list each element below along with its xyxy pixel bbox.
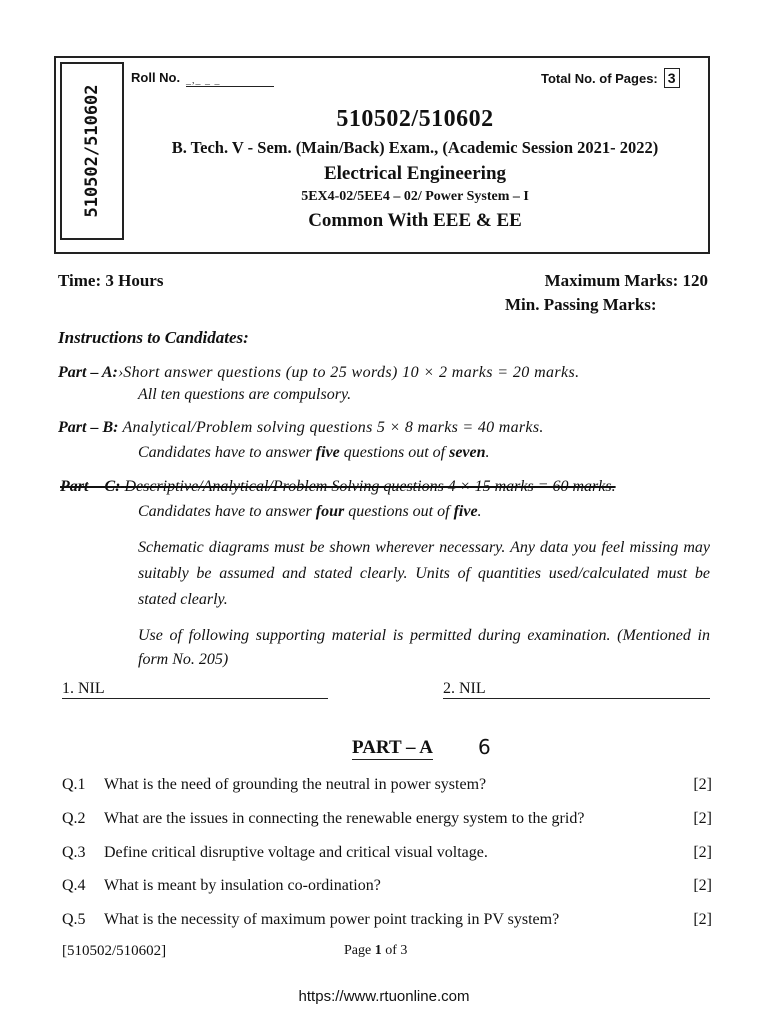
part-c-note-bold: four	[315, 503, 345, 520]
question-marks: [2]	[693, 844, 712, 861]
question-number: Q.2	[62, 810, 86, 827]
question-number: Q.3	[62, 844, 86, 861]
branch: Electrical Engineering	[323, 163, 507, 184]
part-a-title: PART – A	[352, 737, 433, 758]
total-pages-value: 3	[664, 68, 680, 88]
question-row	[62, 911, 712, 929]
page-suffix: of 3	[381, 943, 408, 958]
max-marks: Maximum Marks: 120	[544, 271, 708, 290]
material-1	[62, 680, 328, 699]
handwritten-count: 6	[478, 735, 491, 759]
part-b-note-text-3: .	[485, 444, 490, 461]
total-pages	[541, 68, 680, 88]
page-prefix: Page	[344, 943, 375, 958]
question-text: What is the need of grounding the neutral in power system?	[104, 776, 487, 793]
part-c-note	[138, 503, 482, 521]
part-a-instruction	[58, 361, 710, 385]
side-code: 510502/510602	[82, 84, 102, 218]
part-c-label: Part – C:	[60, 478, 121, 495]
material-2-value: NIL	[459, 680, 486, 697]
part-c-note-text-2: questions out of	[344, 503, 454, 520]
page-current: 1	[374, 943, 382, 958]
question-number: Q.1	[62, 776, 86, 793]
material-1-value: NIL	[78, 680, 105, 697]
general-instruction-1: Schematic diagrams must be shown wherever necessary. Any data you feel missing may suitably be assumed and stated clearly. Units of quantities used/calculated must be stated clearly.	[138, 539, 710, 608]
material-2-label: 2.	[443, 680, 455, 697]
page-number	[344, 943, 407, 959]
part-a-note: All ten questions are compulsory.	[138, 386, 352, 403]
part-b-label: Part – B:	[58, 419, 119, 436]
part-b-note-text-2: questions out of	[339, 444, 450, 461]
roll-label: Roll No.	[131, 70, 181, 85]
footer-code: [510502/510602]	[62, 943, 167, 959]
part-c-instruction	[60, 478, 710, 496]
part-c-note-text-3: .	[477, 503, 482, 520]
question-text: What is meant by insulation co-ordination?	[104, 877, 381, 894]
part-b-note	[138, 444, 490, 462]
part-c-note-bold-2: five	[453, 503, 478, 520]
part-a-text: Short answer questions (up to 25 words) 10 × 2 marks = 20 marks.	[123, 364, 580, 381]
time: Time: 3 Hours	[58, 271, 164, 290]
min-passing: Min. Passing Marks:	[505, 295, 657, 314]
question-text: What is the necessity of maximum power point tracking in PV system?	[104, 911, 560, 928]
question-row	[62, 877, 712, 895]
material-2	[443, 680, 710, 699]
question-row	[62, 844, 712, 862]
part-b-note-text-1: Candidates have to answer	[138, 444, 316, 461]
total-pages-label: Total No. of Pages:	[541, 71, 658, 86]
common-with: Common With EEE & EE	[308, 210, 522, 231]
side-code-box	[60, 62, 124, 240]
question-marks: [2]	[693, 877, 712, 894]
part-c-text: Descriptive/Analytical/Problem Solving questions 4 × 15 marks = 60 marks.	[124, 478, 616, 495]
instructions-heading: Instructions to Candidates:	[58, 328, 249, 347]
part-b-note-bold-2: seven	[449, 444, 486, 461]
question-row	[62, 776, 712, 794]
question-row	[62, 810, 712, 828]
question-marks: [2]	[693, 810, 712, 827]
question-text: What are the issues in connecting the renewable energy system to the grid?	[104, 810, 585, 827]
part-b-instruction	[58, 419, 710, 437]
paper-code: 510502/510602	[336, 106, 494, 132]
roll-number-field: _,_ _ _	[186, 76, 274, 87]
question-number: Q.4	[62, 877, 86, 894]
part-a-label: Part – A:	[58, 364, 118, 381]
question-marks: [2]	[693, 776, 712, 793]
part-a-mark: ›	[117, 364, 124, 381]
question-marks: [2]	[693, 911, 712, 928]
part-c-note-text-1: Candidates have to answer	[138, 503, 316, 520]
subject: 5EX4-02/5EE4 – 02/ Power System – I	[301, 189, 529, 204]
question-text: Define critical disruptive voltage and critical visual voltage.	[104, 844, 488, 861]
question-number: Q.5	[62, 911, 86, 928]
material-1-label: 1.	[62, 680, 74, 697]
general-instruction-2: Use of following supporting material is permitted during examination. (Mentioned in form No. 205)	[138, 627, 710, 668]
exam-line: B. Tech. V - Sem. (Main/Back) Exam., (Academic Session 2021- 2022)	[171, 138, 659, 157]
source-url[interactable]: https://www.rtuonline.com	[298, 988, 470, 1005]
part-b-note-bold: five	[315, 444, 340, 461]
part-b-text: Analytical/Problem solving questions 5 × 8 marks = 40 marks.	[122, 419, 544, 436]
